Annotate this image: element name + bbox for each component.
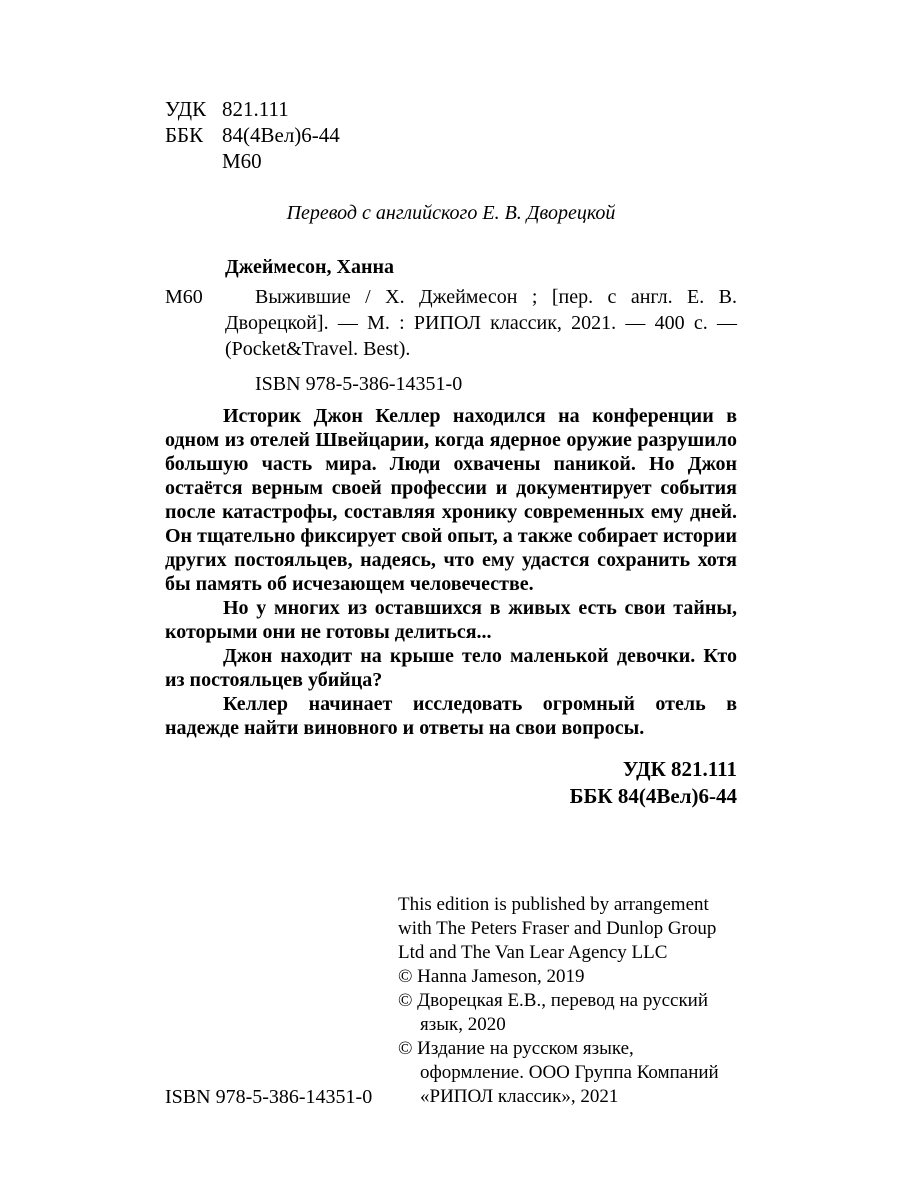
copyright-line-translator: © Дворецкая Е.В., перевод на русский язык, 2020 xyxy=(398,990,709,1035)
copyright-line-publisher: © Издание на русском языке, оформление. ООО Группа Компаний «РИПОЛ классик», 2021 xyxy=(398,1038,719,1107)
udk-code-bottom: УДК 821.111 xyxy=(622,757,737,781)
rights-block xyxy=(398,893,738,1109)
annotation-paragraph: Но у многих из оставшихся в живых есть свои тайны, которыми они не готовы делиться... xyxy=(165,597,737,643)
bibliographic-entry-block xyxy=(165,284,737,362)
catalog-code-top xyxy=(165,148,737,174)
annotation-paragraph: Келлер начинает исследовать огромный отель в надежде найти виновного и ответы на свои вопросы. xyxy=(165,693,737,739)
catalog-code-value: М60 xyxy=(222,149,262,173)
copyright-line-author: © Hanna Jameson, 2019 xyxy=(398,966,585,987)
annotation-paragraph: Историк Джон Келлер находился на конференции в одном из отелей Швейцарии, когда ядерное оружие разрушило большую часть мира. Люди охвачены паникой. Но Джон остаётся верным своей профессии и документирует события после катастрофы, составляя хронику современных ему дней. Он тщательно фиксирует свой опыт, а также собирает истории других постояльцев, надеясь, что ему удастся сохранить хотя бы память об исчезающем человечестве. xyxy=(165,405,737,595)
isbn-number: ISBN 978-5-386-14351-0 xyxy=(255,373,463,395)
bbk-value: 84(4Вел)6-44 xyxy=(222,123,340,147)
bbk-label: ББК xyxy=(165,123,204,147)
bibliographic-codes-bottom xyxy=(165,756,737,810)
bibliographic-codes-top xyxy=(165,96,737,174)
bbk-code-top xyxy=(165,122,737,148)
isbn-number-bottom: ISBN 978-5-386-14351-0 xyxy=(165,1086,373,1108)
main-text-block xyxy=(165,96,737,810)
translation-credit: Перевод с английского Е. В. Дворецкой xyxy=(286,202,616,224)
bbk-code-bottom: ББК 84(4Вел)6-44 xyxy=(569,784,737,808)
udk-value: 821.111 xyxy=(222,97,289,121)
author-heading: Джеймесон, Ханна xyxy=(225,256,395,278)
annotation-paragraph: Джон находит на крыше тело маленькой девочки. Кто из постояльцев убийца? xyxy=(165,645,737,691)
udk-label: УДК xyxy=(165,97,207,121)
udk-code-top xyxy=(165,96,737,122)
bibliographic-entry: Выжившие / Х. Джеймесон ; [пер. с англ. Е. В. Дворецкой]. — М. : РИПОЛ классик, 2021. — 400 с. — (Pocket&Travel. Best). xyxy=(225,286,737,360)
rights-arrangement: This edition is published by arrangement with The Peters Fraser and Dunlop Group Ltd and The Van Lear Agency LLC xyxy=(398,894,717,963)
catalog-code-margin: М60 xyxy=(165,286,203,308)
annotation-block xyxy=(165,404,737,740)
